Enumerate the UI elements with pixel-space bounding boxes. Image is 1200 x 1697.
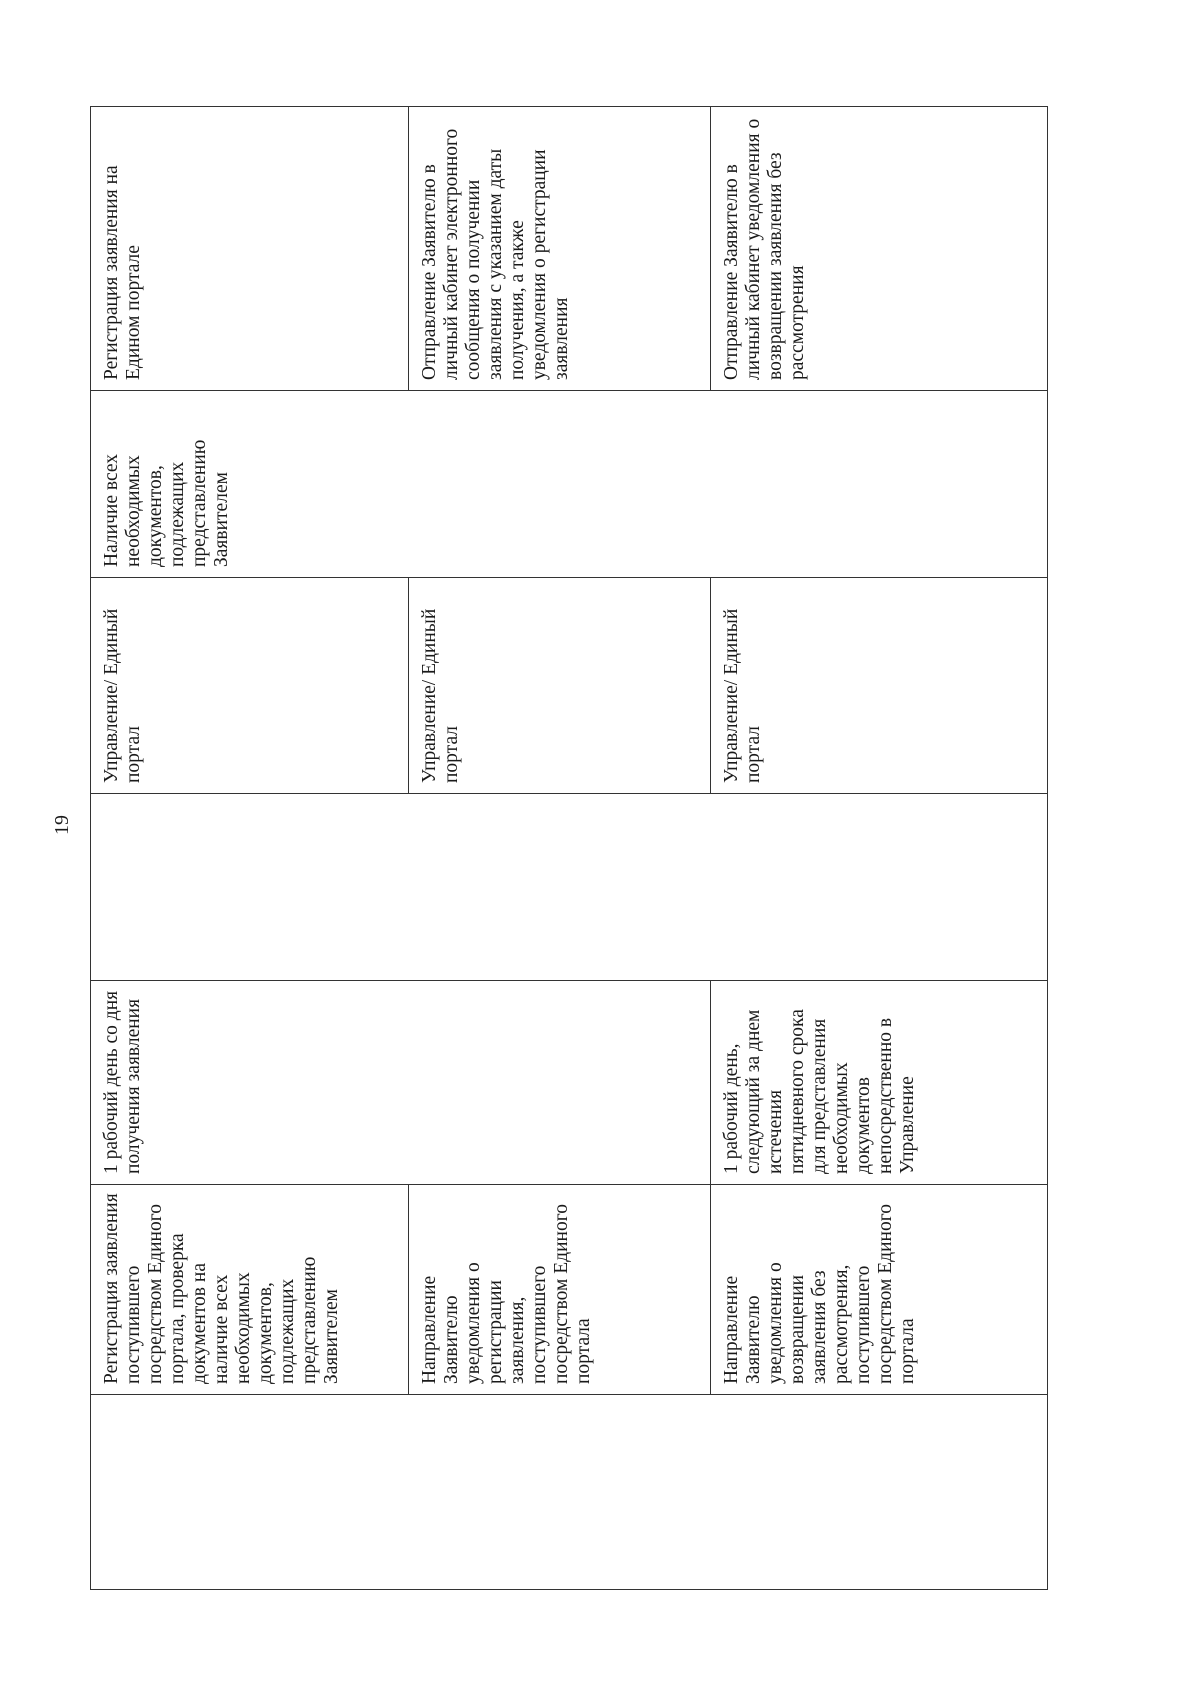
criteria-text: Наличие всех необходимых документов, подлежащих представлению Заявителем xyxy=(101,439,232,567)
term-cell xyxy=(711,981,1048,1185)
criteria-merged-cell xyxy=(91,391,1048,578)
term-text: 1 рабочий день со дня получения заявления xyxy=(101,990,144,1174)
result-cell xyxy=(409,107,711,391)
action-text: Регистрация заявления поступившего посредством Единого портала, проверка документов на наличие всех необходимых документов, подлежащих представлению Заявителем xyxy=(101,1193,342,1384)
result-text: Регистрация заявления на Едином портале xyxy=(101,165,144,380)
place-text: Управление/ Единый портал xyxy=(721,608,764,783)
blank-merged-cell xyxy=(91,794,1048,981)
place-cell xyxy=(91,578,409,794)
table-wrapper xyxy=(90,107,1047,1590)
place-cell xyxy=(711,578,1048,794)
action-cell xyxy=(91,1185,409,1395)
page-number: 19 xyxy=(50,815,73,835)
table-row xyxy=(91,107,409,1590)
term-cell xyxy=(91,981,711,1185)
result-text: Отправление Заявителю в личный кабинет уведомления о возвращении заявления без рассмотрения xyxy=(721,118,808,380)
empty-merged-cell xyxy=(91,1395,1048,1590)
place-text: Управление/ Единый портал xyxy=(101,608,144,783)
action-text: Направление Заявителю уведомления о регистрации заявления, поступившего посредством Единого портала xyxy=(419,1204,594,1384)
result-text: Отправление Заявителю в личный кабинет электронного сообщения о получении заявления с указанием даты получения, а также уведомления о регистрации заявления xyxy=(419,128,572,380)
result-cell xyxy=(91,107,409,391)
place-text: Управление/ Единый портал xyxy=(419,608,462,783)
action-text: Направление Заявителю уведомления о возвращении заявления без рассмотрения, поступившего посредством Единого портала xyxy=(721,1204,918,1384)
action-cell xyxy=(409,1185,711,1395)
result-cell xyxy=(711,107,1048,391)
procedure-table xyxy=(90,106,1048,1590)
place-cell xyxy=(409,578,711,794)
term-text: 1 рабочий день, следующий за днем истечения пятидневного срока для представления необходимых документов непосредственно в Управление xyxy=(721,1009,918,1174)
action-cell xyxy=(711,1185,1048,1395)
